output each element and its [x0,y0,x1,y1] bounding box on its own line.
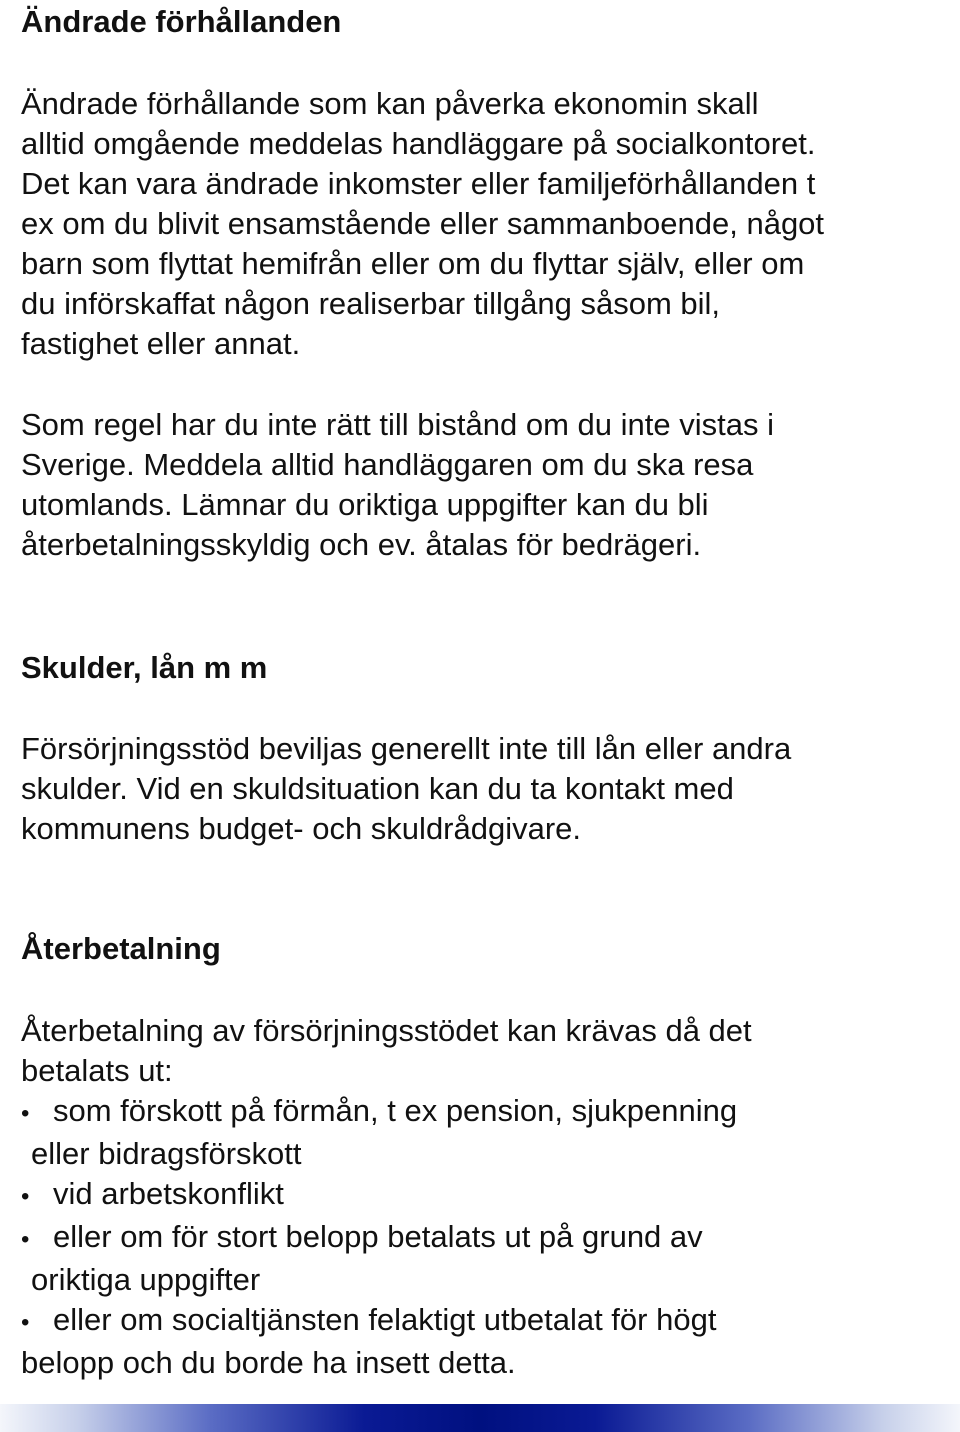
text-line: fastighet eller annat. [21,326,301,361]
text-line: ex om du blivit ensamstående eller sammanboende, något [21,206,825,241]
text-line: skulder. Vid en skuldsituation kan du ta kontakt med [21,771,734,806]
text-line: betalats ut: [21,1053,173,1088]
bullet-continuation: oriktiga uppgifter [31,1262,261,1297]
bullet-text: som förskott på förmån, t ex pension, sjukpenning [53,1093,738,1128]
text-line: Som regel har du inte rätt till bistånd om du inte vistas i [21,407,774,442]
text-line: kommunens budget- och skuldrådgivare. [21,811,582,846]
paragraph-residence-rule [21,405,951,565]
text-line: du införskaffat någon realiserbar tillgång såsom bil, [21,286,721,321]
text-line: barn som flyttat hemifrån eller om du flyttar själv, eller om [21,246,805,281]
bullet-icon: • [21,1309,30,1336]
heading-aterbetalning: Återbetalning [21,931,221,966]
bullet-icon: • [21,1226,30,1253]
bullet-icon: • [21,1100,30,1127]
bullet-continuation: eller bidragsförskott [31,1136,302,1171]
text-line: utomlands. Lämnar du oriktiga uppgifter kan du bli [21,487,709,522]
bullet-text: eller om för stort belopp betalats ut på grund av [53,1219,703,1254]
bullet-item [21,1091,951,1134]
text-line: Sverige. Meddela alltid handläggaren om du ska resa [21,447,754,482]
bullet-icon: • [21,1183,30,1210]
text-line: Återbetalning av försörjningsstödet kan krävas då det [21,1013,752,1048]
text-line: Ändrade förhållande som kan påverka ekonomin skall [21,86,759,121]
bullet-item [21,1217,951,1260]
closing-line: belopp och du borde ha insett detta. [21,1345,516,1380]
repayment-block [21,1011,951,1383]
bullet-item [21,1300,951,1343]
bullet-item [21,1174,951,1217]
text-line: återbetalningsskyldig och ev. åtalas för bedrägeri. [21,527,702,562]
heading-skulder: Skulder, lån m m [21,650,268,685]
text-line: Försörjningsstöd beviljas generellt inte till lån eller andra [21,731,792,766]
bullet-text: eller om socialtjänsten felaktigt utbetalat för högt [53,1302,717,1337]
text-line: alltid omgående meddelas handläggare på socialkontoret. [21,126,816,161]
paragraph-debts [21,729,951,849]
footer-gradient-bar [0,1404,960,1432]
text-line: Det kan vara ändrade inkomster eller familjeförhållanden t [21,166,816,201]
heading-andrade-forhallanden: Ändrade förhållanden [21,4,342,39]
bullet-text: vid arbetskonflikt [53,1176,284,1211]
paragraph-changed-circumstances [21,84,951,364]
